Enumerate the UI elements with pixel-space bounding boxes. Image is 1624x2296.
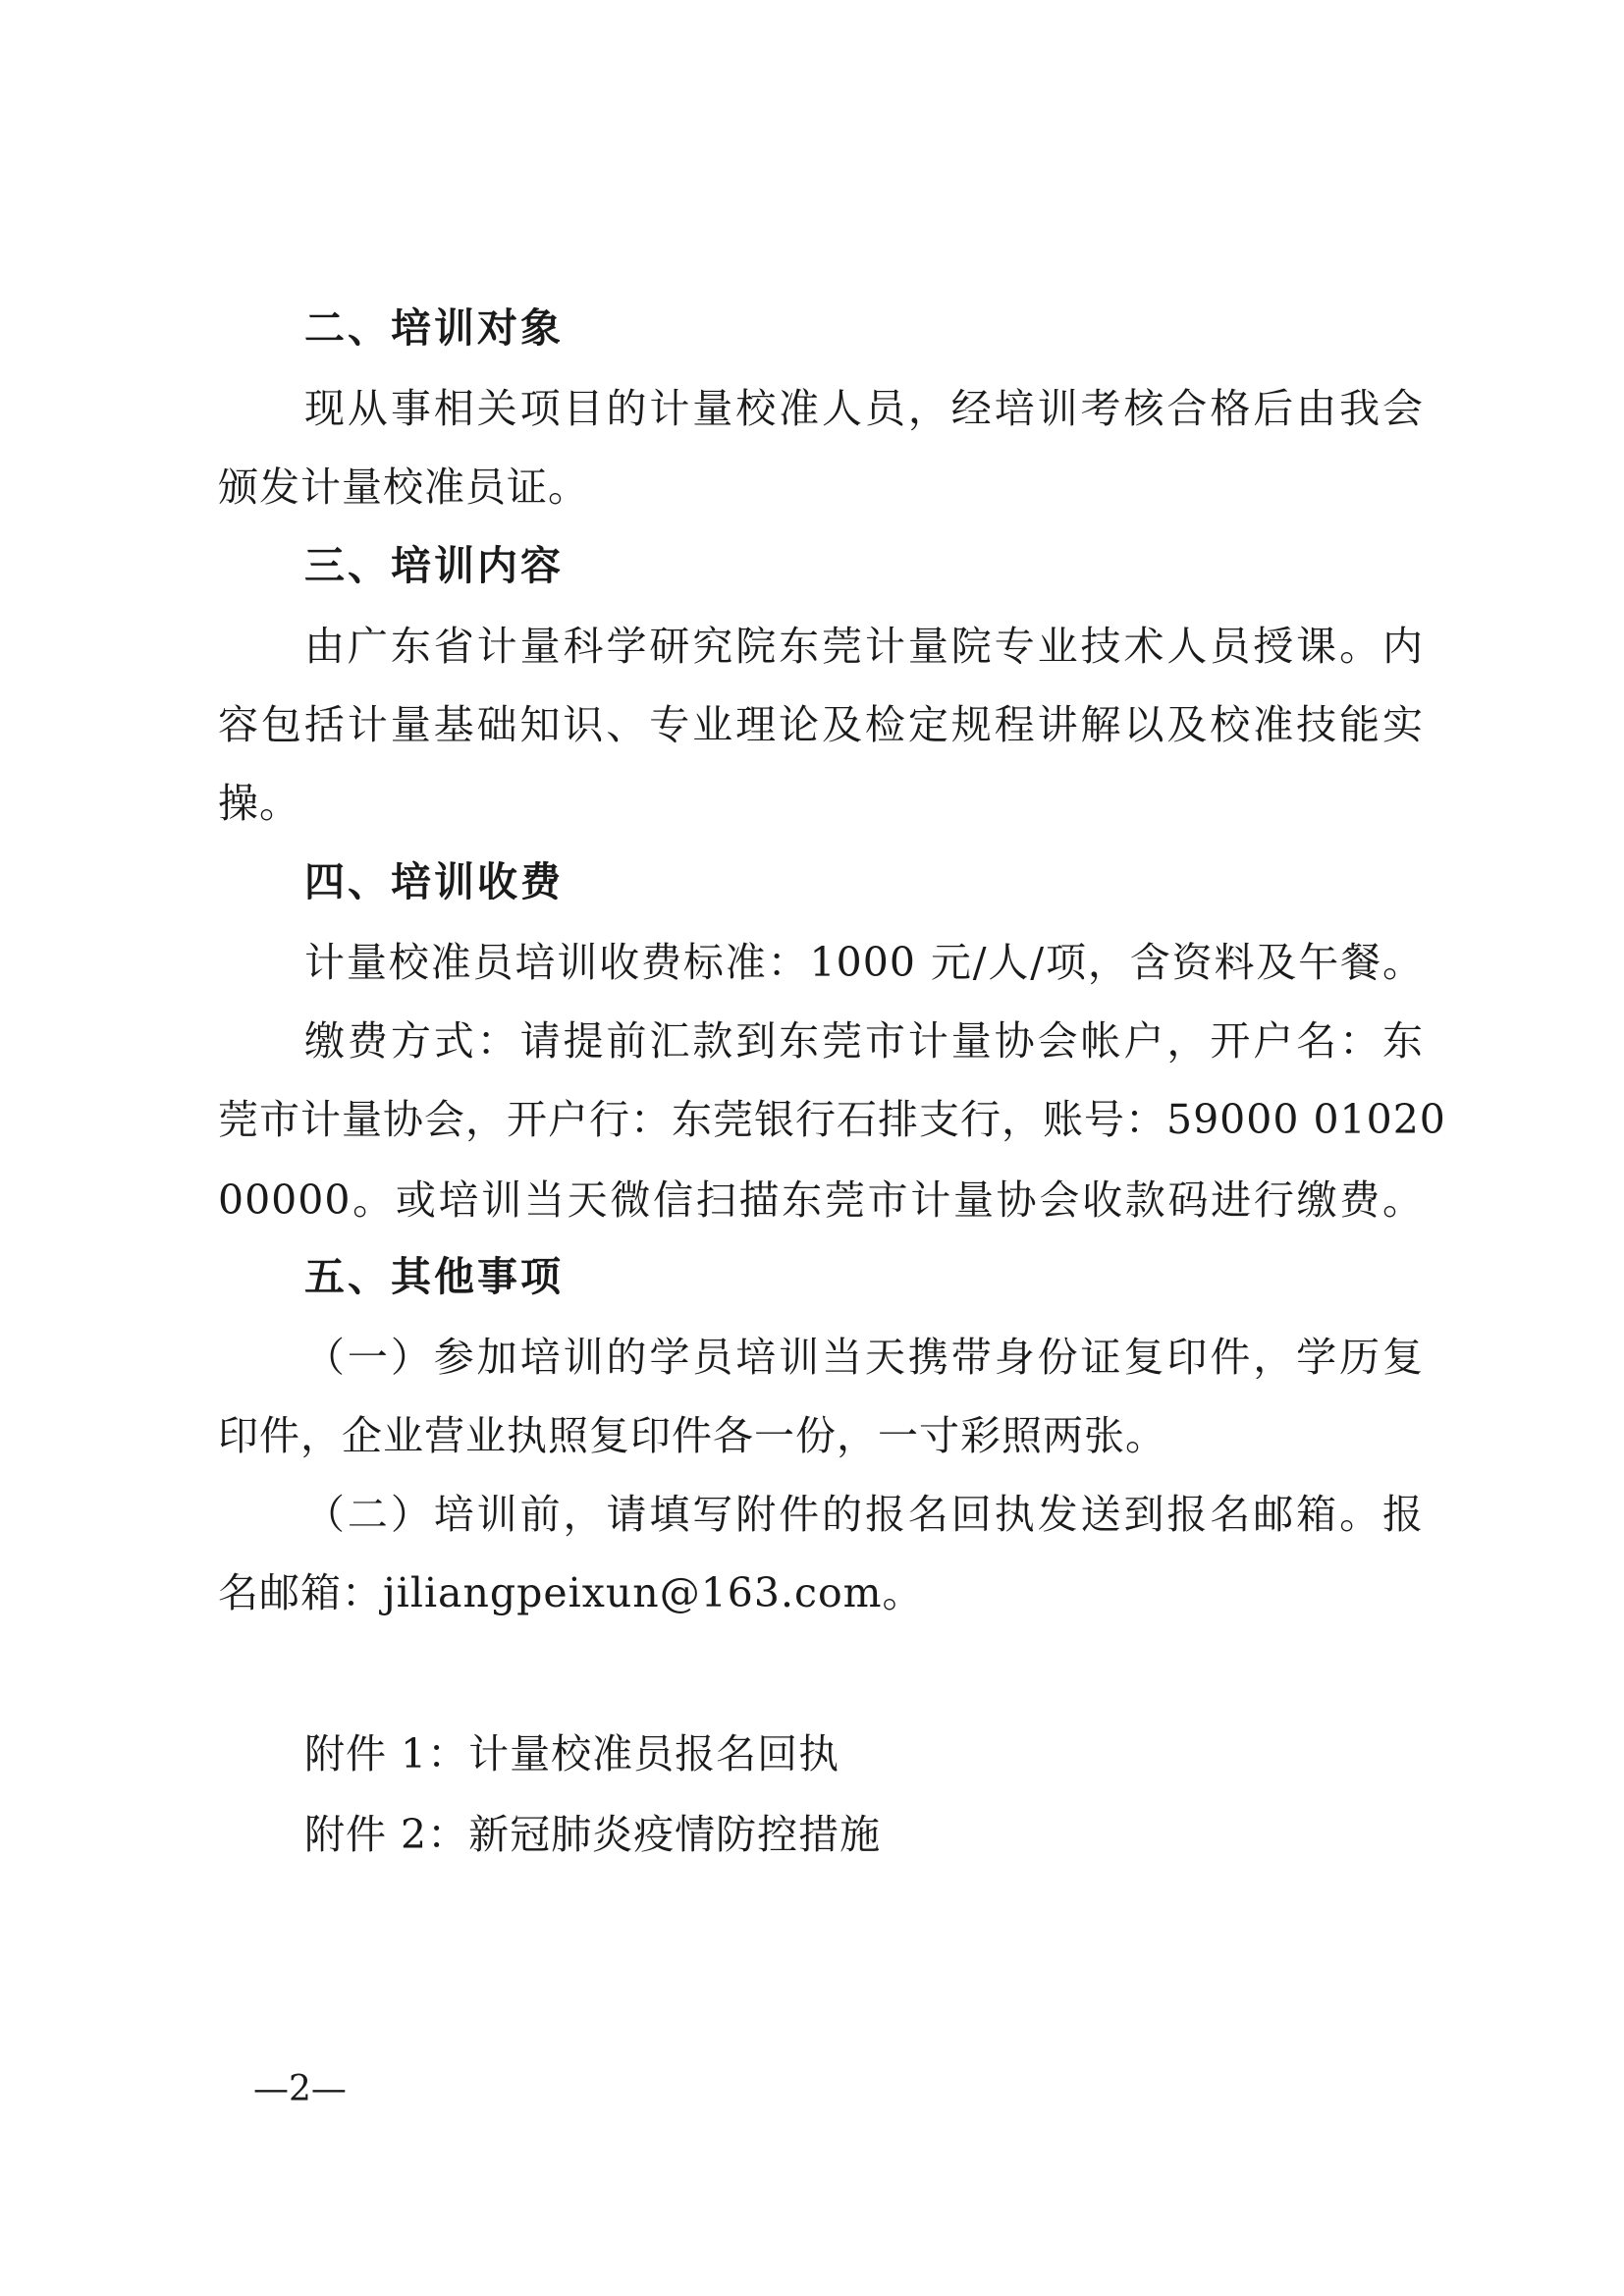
attachment-2: 附件 2：新冠肺炎疫情防控措施 [304,1811,882,1858]
section-heading-training-target: 二、培训对象 [304,304,564,352]
paragraph-line: 莞市计量协会，开户行：东莞银行石排支行，账号：59000 01020 [218,1096,1446,1143]
section-heading-training-fee: 四、培训收费 [304,858,564,905]
paragraph-line: （二）培训前，请填写附件的报名回执发送到报名邮箱。报 [304,1491,1424,1538]
registration-email: 名邮箱：jiliangpeixun@163.com。 [218,1569,924,1616]
paragraph-line: 颁发计量校准员证。 [218,464,589,511]
section-heading-other-matters: 五、其他事项 [304,1253,564,1300]
paragraph-line: 印件，企业营业执照复印件各一份，一寸彩照两张。 [218,1412,1166,1459]
paragraph-line: 容包括计量基础知识、专业理论及检定规程讲解以及校准技能实 [218,701,1424,748]
paragraph-line: 由广东省计量科学研究院东莞计量院专业技术人员授课。内 [304,623,1424,670]
section-heading-training-content: 三、培训内容 [304,542,564,589]
paragraph-line: 计量校准员培训收费标准：1000 元/人/项，含资料及午餐。 [304,939,1424,986]
paragraph-line: 缴费方式：请提前汇款到东莞市计量协会帐户，开户名：东 [304,1017,1424,1065]
paragraph-line: 00000。或培训当天微信扫描东莞市计量协会收款码进行缴费。 [218,1176,1424,1224]
paragraph-line: （一）参加培训的学员培训当天携带身份证复印件，学历复 [304,1334,1424,1381]
paragraph-line: 操。 [218,780,300,827]
paragraph-line: 现从事相关项目的计量校准人员，经培训考核合格后由我会 [304,385,1424,432]
attachment-1: 附件 1：计量校准员报名回执 [304,1730,840,1777]
page-number: —2— [253,2069,347,2109]
